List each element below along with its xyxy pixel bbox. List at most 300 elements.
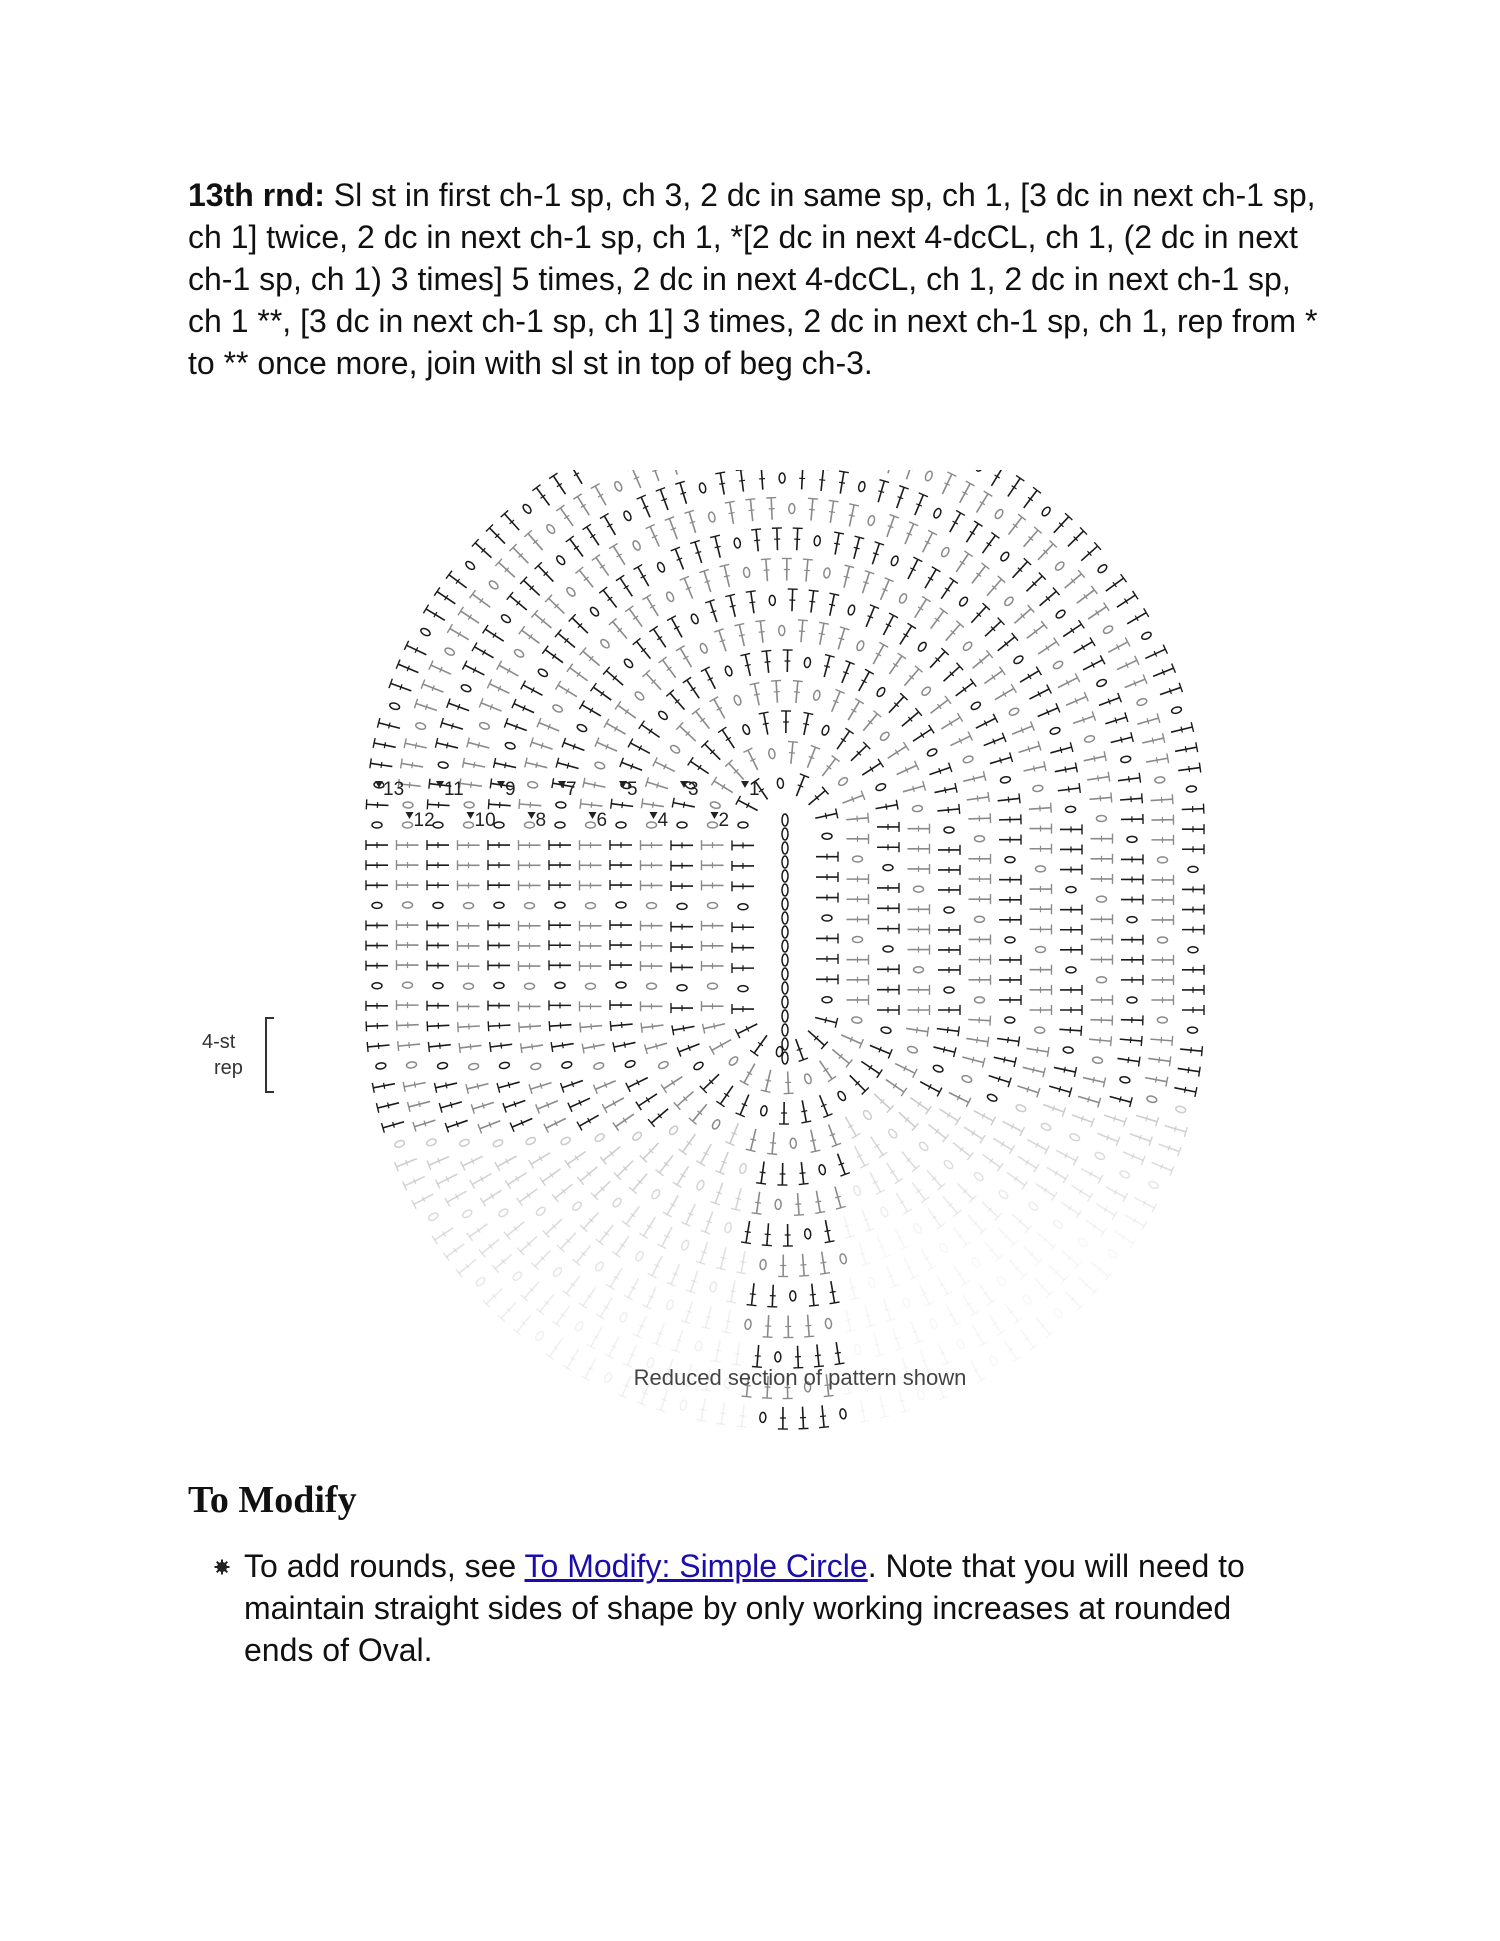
dc-stitch-top (903, 1209, 912, 1214)
dc-stitch-top (855, 699, 864, 704)
chain-stitch (1036, 947, 1046, 953)
chain-stitch (433, 983, 443, 989)
chain-stitch (488, 579, 500, 590)
dc-stitch-bar (683, 802, 684, 808)
dc-stitch-top (922, 596, 930, 601)
chain-stitch (839, 1408, 846, 1419)
dc-stitch-top (844, 1392, 854, 1394)
chain-stitch (822, 833, 832, 839)
dc-stitch-top (519, 626, 525, 634)
chain-stitch (426, 1138, 437, 1147)
chain-stitch (677, 985, 687, 991)
chain-stitch (837, 776, 849, 787)
dc-stitch-top (432, 1236, 437, 1244)
dc-stitch-top (604, 719, 609, 728)
start-marker-icon (467, 812, 475, 819)
dc-stitch-top (1144, 608, 1149, 617)
chain-stitch (415, 722, 426, 730)
dc-stitch-bar (720, 1413, 726, 1414)
chain-stitch (862, 1109, 873, 1121)
dc-stitch-top (577, 1122, 582, 1131)
chain-stitch (975, 916, 985, 922)
dc-stitch-top (725, 501, 735, 503)
dc-stitch-top (736, 1272, 746, 1274)
dc-stitch-top (825, 1241, 835, 1243)
dc-stitch-bar (1181, 727, 1182, 733)
chain-stitch (464, 802, 474, 809)
chain-stitch (603, 1372, 613, 1384)
dc-stitch-top (940, 608, 948, 614)
dc-stitch-bar (1088, 1097, 1090, 1103)
chain-stitch (494, 902, 504, 908)
dc-stitch-top (580, 1022, 581, 1032)
dc-stitch-top (746, 591, 756, 592)
chain-stitch (696, 1179, 706, 1191)
dc-stitch-top (616, 575, 624, 581)
chain-stitch (1102, 625, 1114, 635)
dc-stitch-bar (749, 510, 755, 511)
dc-stitch-bar (1065, 767, 1066, 773)
foundation-chain-stitch (782, 940, 788, 952)
chain-stitch (599, 638, 610, 649)
dc-stitch-top (726, 1301, 736, 1303)
chain-stitch (879, 731, 890, 742)
chain-stitch (1005, 937, 1015, 943)
chain-stitch (571, 1201, 582, 1212)
dc-stitch-bar (809, 509, 815, 510)
chain-stitch (690, 613, 700, 625)
dc-stitch-top (556, 505, 564, 511)
chain-stitch (650, 1188, 661, 1200)
dc-stitch-bar (378, 1043, 379, 1049)
chain-stitch (775, 1199, 781, 1209)
chain-stitch (403, 982, 413, 988)
dc-stitch-top (711, 1360, 721, 1362)
dc-stitch-top (716, 1423, 726, 1425)
chain-stitch (975, 470, 985, 472)
chain-stitch (940, 546, 950, 558)
dc-stitch-top (984, 491, 993, 496)
dc-stitch-bar (1100, 1037, 1101, 1043)
dc-stitch-bar (1191, 1047, 1192, 1053)
dc-stitch-bar (815, 1355, 821, 1356)
chain-stitch (1120, 755, 1131, 763)
dc-stitch-bar (715, 1350, 721, 1351)
dc-stitch-top (987, 1037, 989, 1047)
dc-stitch-top (579, 700, 584, 709)
chain-stitch (1015, 1103, 1027, 1112)
dc-stitch-top (1111, 792, 1112, 802)
chain-stitch (777, 778, 784, 789)
chain-stitch (1054, 560, 1065, 571)
dc-stitch-top (1199, 1067, 1200, 1077)
chain-stitch (1188, 947, 1198, 953)
dc-stitch-top (1052, 1192, 1058, 1200)
dc-stitch-top (1022, 1181, 1028, 1189)
dc-stitch-top (761, 650, 771, 651)
dc-stitch-top (480, 1198, 485, 1206)
dc-stitch-top (991, 532, 999, 538)
dc-stitch-top (373, 738, 375, 748)
dc-stitch-top (1016, 475, 1024, 481)
dc-stitch-top (1141, 1036, 1142, 1046)
chain-stitch (1106, 1248, 1118, 1259)
chain-stitch (616, 982, 626, 988)
dc-stitch-top (551, 1042, 553, 1052)
chain-stitch (854, 1344, 862, 1355)
chain-stitch (803, 1073, 812, 1084)
chain-stitch (677, 822, 687, 828)
dc-stitch-bar (789, 753, 795, 754)
chain-stitch (1096, 678, 1108, 688)
chain-stitch (876, 686, 887, 698)
dc-stitch-top (596, 1314, 605, 1319)
chain-stitch (555, 554, 566, 566)
chain-stitch (657, 710, 668, 721)
chain-stitch (1097, 563, 1109, 574)
chain-stitch (530, 1062, 541, 1070)
dc-stitch-bar (735, 1353, 741, 1354)
dc-stitch-top (1036, 667, 1041, 676)
dc-stitch-bar (754, 694, 760, 695)
dc-stitch-bar (593, 1044, 594, 1050)
round-label-5: 5 (627, 779, 638, 800)
dc-stitch-bar (1093, 1077, 1094, 1083)
dc-stitch-bar (729, 513, 735, 514)
chain-stitch (394, 1139, 405, 1148)
dc-stitch-bar (381, 762, 382, 768)
dc-stitch-top (957, 713, 962, 722)
dc-stitch-top (756, 1183, 766, 1184)
chain-stitch (898, 593, 908, 605)
chain-stitch (914, 967, 924, 973)
chain-stitch (962, 755, 973, 764)
dc-stitch-top (737, 1426, 747, 1427)
chain-stitch (790, 1291, 796, 1301)
list-item (214, 1545, 1274, 1671)
chain-stitch (760, 1412, 767, 1422)
dc-stitch-bar (470, 1044, 471, 1050)
dc-stitch-top (470, 590, 476, 598)
dc-stitch-bar (820, 1416, 826, 1417)
chain-stitch (912, 805, 923, 812)
dc-stitch-top (567, 664, 573, 672)
dc-stitch-bar (562, 1042, 563, 1048)
dc-stitch-top (997, 1330, 1005, 1336)
chain-stitch (917, 641, 928, 653)
dc-stitch-top (1139, 1057, 1140, 1067)
dc-stitch-top (963, 1242, 971, 1248)
dc-stitch-bar (820, 1262, 826, 1263)
round-2-stitches (702, 741, 869, 1093)
dc-stitch-top (582, 1044, 584, 1054)
dc-stitch-bar (745, 665, 751, 666)
dc-stitch-top (877, 1070, 883, 1078)
dc-stitch-bar (874, 1344, 880, 1346)
dc-stitch-bar (977, 796, 978, 802)
chain-stitch (881, 1026, 892, 1034)
dc-stitch-top (1033, 487, 1041, 493)
dc-stitch-top (945, 696, 951, 704)
chain-stitch (631, 1131, 643, 1142)
round-label: 13th rnd: (188, 177, 325, 213)
dc-stitch-bar (661, 1399, 667, 1401)
dc-stitch-bar (1000, 758, 1002, 764)
dc-stitch-bar (1100, 795, 1101, 801)
chain-stitch (619, 1311, 629, 1323)
dc-stitch-top (599, 587, 607, 593)
chain-stitch (1028, 1201, 1040, 1212)
dc-stitch-top (1076, 1210, 1082, 1218)
chain-stitch (1127, 997, 1137, 1003)
dc-stitch-bar (947, 1027, 948, 1033)
dc-stitch-top (829, 500, 839, 501)
rep-label-line2: rep (214, 1057, 243, 1079)
dc-stitch-top (926, 1106, 932, 1114)
chain-stitch (1187, 1027, 1197, 1033)
chain-stitch (986, 1093, 998, 1102)
dc-stitch-top (793, 681, 803, 682)
dc-stitch-top (602, 1104, 607, 1113)
chain-stitch (708, 822, 718, 828)
dc-stitch-top (472, 643, 477, 652)
dc-stitch-bar (714, 1023, 715, 1029)
dc-stitch-top (643, 595, 652, 600)
dc-stitch-top (1104, 603, 1110, 611)
chain-stitch (1003, 596, 1014, 607)
dc-stitch-top (755, 620, 765, 621)
dc-stitch-top (696, 1161, 705, 1166)
chain-stitch (733, 538, 741, 549)
chain-stitch (1148, 1180, 1160, 1190)
chain-stitch (389, 702, 400, 711)
chain-stitch (552, 1266, 563, 1277)
chain-stitch (1049, 726, 1060, 735)
chain-stitch (624, 1060, 635, 1069)
dc-stitch-top (659, 657, 667, 663)
dc-stitch-top (980, 1135, 985, 1143)
chain-stitch (1097, 977, 1107, 983)
dc-stitch-top (762, 1245, 772, 1246)
dc-stitch-top (458, 1022, 459, 1032)
dc-stitch-top (1172, 1036, 1173, 1046)
chain-stitch (668, 1125, 679, 1136)
dc-stitch-top (467, 1233, 473, 1241)
round-label-6: 6 (596, 810, 608, 831)
chain-stitch (522, 503, 533, 515)
dc-stitch-top (611, 799, 612, 809)
chain-stitch (1013, 654, 1025, 665)
dc-stitch-top (423, 605, 428, 614)
chain-stitch (656, 561, 666, 573)
foundation-chain-stitch (782, 828, 788, 840)
dc-stitch-top (1139, 773, 1140, 783)
chain-stitch (589, 606, 600, 617)
dc-stitch-top (845, 728, 853, 734)
chain-stitch (890, 555, 899, 567)
dc-stitch-top (615, 701, 621, 709)
dc-stitch-top (586, 1344, 595, 1349)
dc-stitch-top (663, 1212, 672, 1217)
dc-stitch-bar (1034, 766, 1035, 772)
dc-stitch-top (490, 779, 491, 789)
chain-stitch (813, 690, 821, 701)
round-label-1: 1 (749, 779, 760, 800)
chain-stitch (918, 1141, 929, 1152)
dc-stitch-top (710, 697, 719, 702)
chain-stitch (779, 473, 785, 483)
dc-stitch-top (673, 1182, 682, 1187)
dc-stitch-top (649, 626, 657, 632)
round-label-3: 3 (688, 779, 699, 800)
dc-stitch-top (852, 1133, 861, 1138)
chain-stitch (433, 902, 443, 908)
chain-stitch (438, 761, 449, 769)
dc-stitch-top (803, 559, 813, 560)
foundation-chain-stitch (782, 954, 788, 966)
chain-stitch (822, 915, 832, 921)
foundation-chain-stitch (782, 814, 788, 826)
chain-stitch (623, 510, 633, 522)
chain-stitch (1066, 887, 1076, 893)
dc-stitch-top (819, 622, 829, 624)
dc-stitch-top (505, 1180, 510, 1188)
chain-stitch (468, 1063, 479, 1071)
chain-stitch (658, 1060, 670, 1070)
dc-stitch-top (565, 1160, 571, 1168)
simple-circle-link[interactable]: To Modify: Simple Circle (524, 1548, 868, 1584)
dc-stitch-bar (501, 1043, 502, 1049)
dc-stitch-top (1108, 772, 1109, 782)
chain-stitch (525, 983, 535, 989)
dc-stitch-bar (857, 816, 858, 822)
chain-stitch (1052, 660, 1064, 670)
dc-stitch-top (1169, 1056, 1170, 1066)
chain-stitch (710, 801, 721, 810)
chain-stitch (535, 1206, 547, 1217)
chain-stitch (920, 686, 931, 697)
chain-stitch (988, 1355, 998, 1367)
chain-stitch (1053, 1307, 1064, 1318)
dc-stitch-top (641, 1023, 642, 1033)
foundation-chain-stitch (782, 968, 788, 980)
chain-stitch (907, 1045, 918, 1054)
dc-stitch-top (1079, 620, 1085, 628)
dc-stitch-bar (948, 807, 949, 813)
chain-stitch (612, 1197, 623, 1208)
chain-stitch (944, 907, 954, 913)
chain-stitch (724, 1222, 732, 1233)
chain-stitch (708, 512, 716, 523)
start-marker-icon (711, 812, 719, 819)
dc-stitch-top (750, 1050, 758, 1056)
chain-stitch (525, 822, 535, 828)
dc-stitch-bar (835, 1196, 841, 1198)
dc-stitch-top (542, 646, 548, 654)
dc-stitch-top (552, 1321, 560, 1327)
chain-stitch (1066, 967, 1076, 973)
dc-stitch-bar (478, 742, 480, 748)
round-5-stitches (610, 650, 960, 1185)
foundation-chain-stitch (782, 898, 788, 910)
dc-stitch (888, 470, 894, 473)
dc-stitch-bar (1128, 1057, 1129, 1063)
dc-stitch-top (672, 1025, 674, 1035)
dc-stitch-bar (844, 1225, 850, 1227)
dc-stitch-top (1123, 1193, 1128, 1202)
dc-stitch-top (868, 813, 869, 823)
dc-stitch-top (988, 1299, 996, 1305)
crochet-chart-svg (200, 470, 1300, 1430)
chain-stitch (525, 1136, 537, 1146)
chain-stitch (823, 568, 831, 579)
dc-stitch-bar (825, 813, 826, 819)
dc-stitch-top (718, 727, 726, 733)
foundation-chain-stitch (782, 912, 788, 924)
chain-stitch (1158, 937, 1168, 943)
dc-stitch-top (591, 484, 600, 489)
dc-stitch-top (997, 1163, 1003, 1171)
crochet-chart (200, 470, 1300, 1430)
dc-stitch-top (676, 646, 685, 651)
chain-stitch (586, 983, 596, 989)
dc-stitch-top (1063, 1174, 1068, 1183)
dc-stitch-bar (845, 1320, 851, 1321)
dc-stitch-top (834, 532, 844, 534)
round-label-4: 4 (657, 810, 669, 831)
dc-stitch-bar (1068, 786, 1069, 792)
dc-stitch-bar (653, 802, 654, 808)
chain-stitch (512, 1270, 523, 1281)
dc-stitch-top (636, 1102, 641, 1110)
dc-stitch-top (1054, 638, 1060, 646)
dc-stitch-top (609, 543, 618, 548)
chain-stitch (555, 822, 565, 828)
chain-stitch (372, 902, 382, 908)
dc-stitch-top (592, 555, 600, 561)
chain-stitch (594, 1261, 605, 1273)
dc-stitch-top (490, 1042, 491, 1052)
dc-stitch-top (463, 758, 465, 768)
dc-stitch-top (921, 1197, 929, 1203)
dc-stitch-top (1018, 1036, 1019, 1046)
dc-stitch-top (600, 513, 609, 518)
chain-stitch (1000, 776, 1011, 784)
dc-stitch-top (801, 1121, 811, 1123)
chain-stitch (994, 508, 1005, 520)
chain-stitch (459, 1138, 471, 1147)
chain-stitch (818, 1164, 826, 1175)
dc-stitch-bar (803, 724, 809, 725)
dc-stitch-top (798, 620, 808, 621)
dc-stitch-bar (745, 1231, 751, 1232)
foundation-chain-stitch (782, 1024, 788, 1036)
dc-stitch-top (1112, 1211, 1117, 1219)
dc-stitch-bar (1098, 775, 1099, 781)
dc-stitch-bar (1185, 1087, 1186, 1093)
dc-stitch-top (799, 1275, 809, 1276)
dc-stitch-bar (835, 1352, 841, 1353)
chain-stitch (932, 507, 942, 519)
dc-stitch-top (470, 1180, 475, 1189)
dc-stitch-top (794, 1215, 804, 1216)
chain-stitch (647, 903, 657, 909)
dc-stitch-top (1172, 794, 1173, 804)
chain-stitch (738, 904, 748, 910)
chain-stitch (647, 822, 657, 828)
dc-stitch-top (846, 1330, 856, 1332)
chain-stitch (1119, 1076, 1130, 1084)
